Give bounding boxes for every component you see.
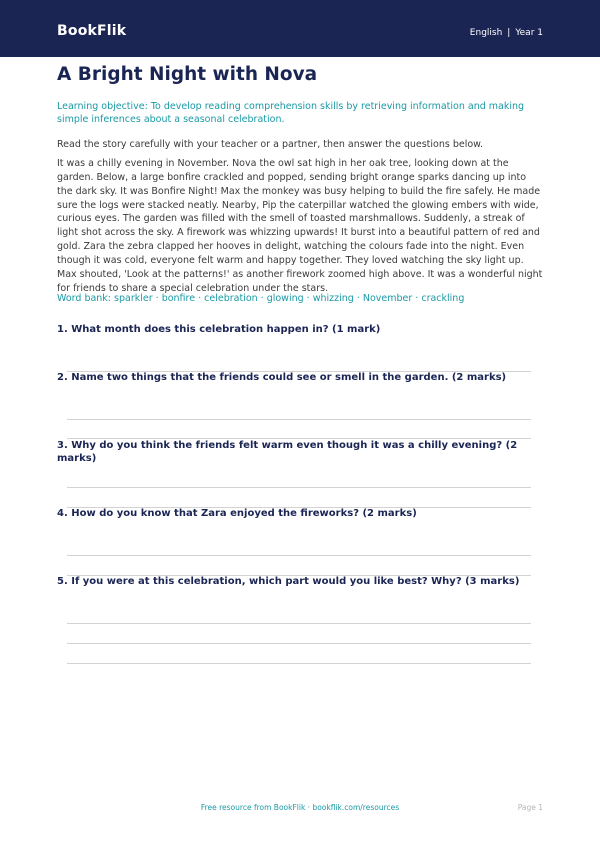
question-5: 5. If you were at this celebration, which part would you like best? Why? (3 marks) [57, 576, 520, 587]
question-2: 2. Name two things that the friends could see or smell in the garden. (2 marks) [57, 372, 507, 383]
header-meta [470, 28, 543, 38]
instructions: Read the story carefully with your teacher or a partner, then answer the questions below. [57, 139, 484, 150]
question-3: 3. Why do you think the friends felt warm even though it was a chilly evening? (2 marks) [57, 440, 518, 464]
year-label: Year 1 [515, 28, 543, 38]
meta-separator: | [507, 28, 511, 38]
answer-line[interactable] [67, 555, 531, 556]
story-text: It was a chilly evening in November. Nova the owl sat high in her oak tree, looking down at the garden. Below, a large bonfire crackled and popped, sending bright orange sparks dancing up into the dark sky. It was Bonfire Night! Max the monkey was busy helping to build the fire safely. He made sure the logs were stacked neatly. Nearby, Pip the caterpillar watched the glowing embers with wide, curious eyes. The garden was filled with the smell of toasted marshmallows. Suddenly, a streak of light shot across the sky. A firework was whizzing upwards! It burst into a beautiful pattern of red and gold. Zara the zebra clapped her hooves in delight, watching the colours fade into the night. Even though it was cold, everyone felt warm and happy together. They loved watching the sky light up. Max shouted, 'Look at the patterns!' as another firework zoomed high above. It was a wonderful night for friends to share a special celebration under the stars. [57, 158, 543, 294]
answer-line[interactable] [67, 623, 531, 624]
answer-line[interactable] [67, 487, 531, 488]
learning-objective: Learning objective: To develop reading comprehension skills by retrieving information and making simple inferences about a seasonal celebration. [57, 101, 525, 125]
page-title: A Bright Night with Nova [57, 64, 318, 85]
answer-line[interactable] [67, 643, 531, 644]
answer-line[interactable] [67, 419, 531, 420]
page-header [0, 0, 600, 57]
subject-label: English [469, 28, 503, 38]
question-1: 1. What month does this celebration happen in? (1 mark) [57, 324, 381, 335]
page-number: Page 1 [517, 803, 543, 812]
answer-line[interactable] [67, 663, 531, 664]
question-4: 4. How do you know that Zara enjoyed the fireworks? (2 marks) [57, 508, 417, 519]
word-bank: Word bank: sparkler · bonfire · celebration · glowing · whizzing · November · crackling [57, 293, 465, 304]
footer-resource-link[interactable]: Free resource from BookFlik · bookflik.com/resources [200, 803, 400, 812]
brand-logo[interactable]: BookFlik [57, 23, 127, 39]
